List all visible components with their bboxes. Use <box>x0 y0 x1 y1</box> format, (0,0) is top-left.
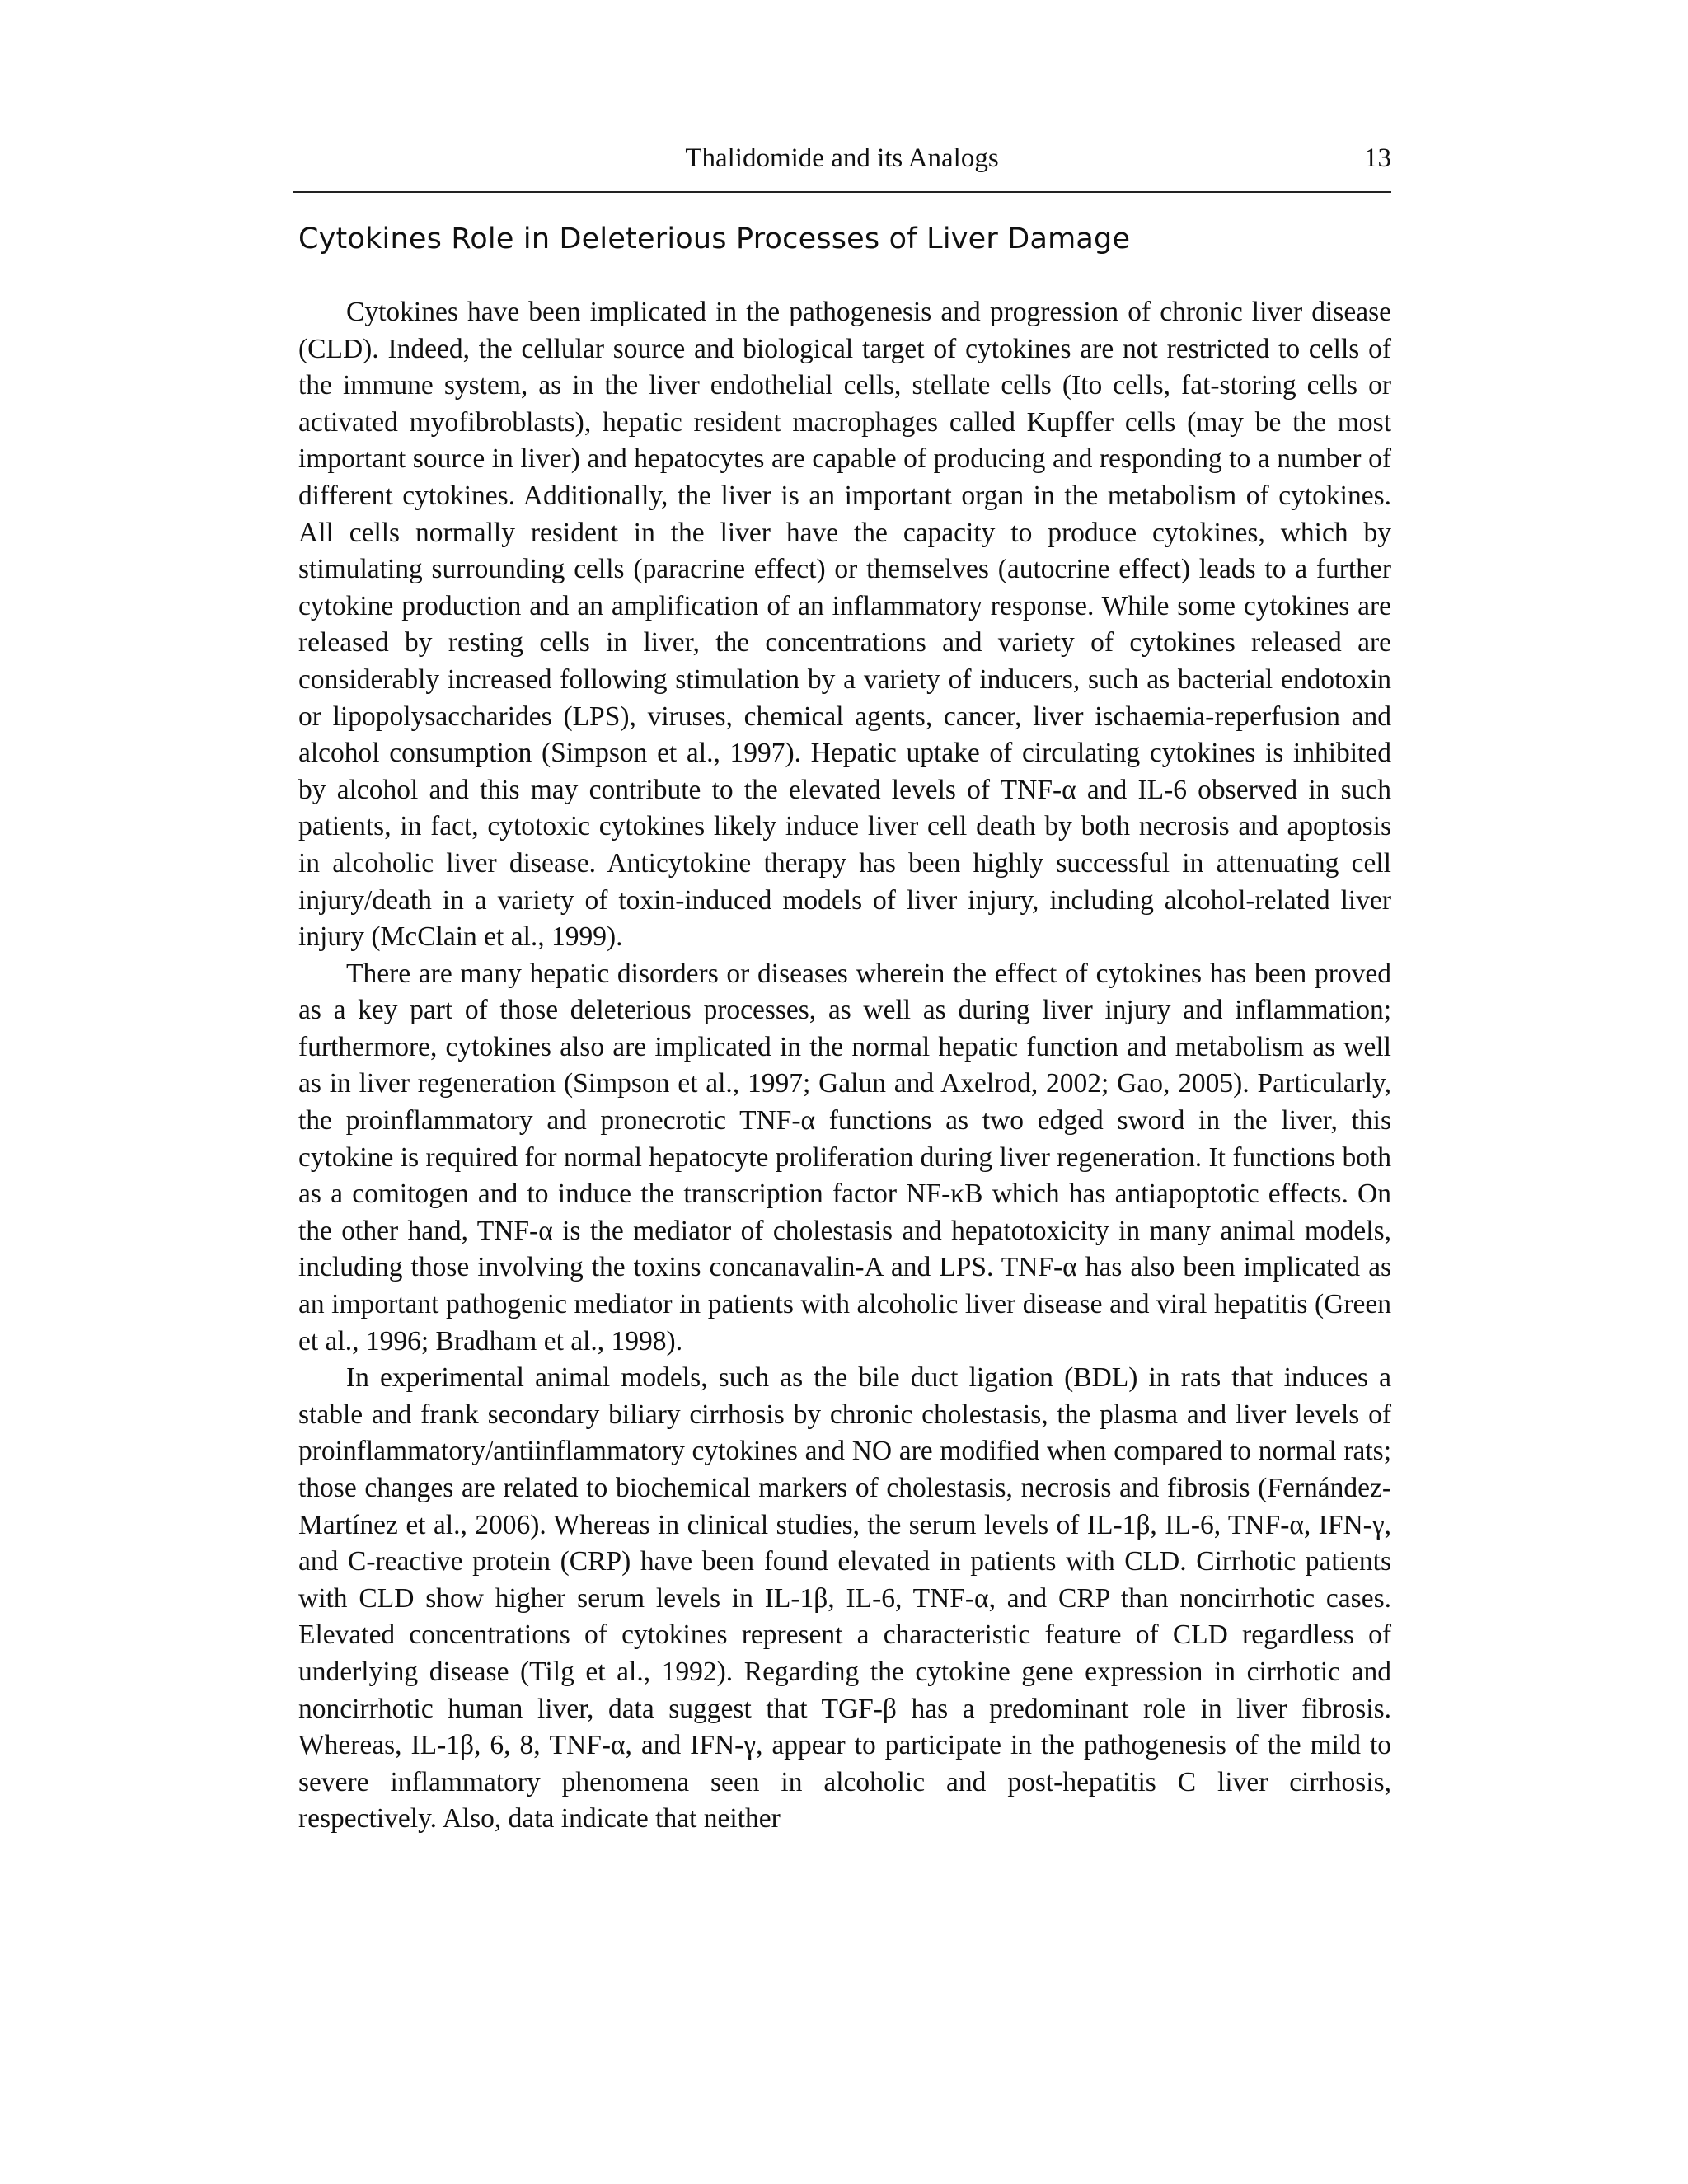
paragraph-2: There are many hepatic disorders or diseases wherein the effect of cytokines has been proved as a key part of those deleterious processes, as well as during liver injury and inflammation; furthermore, cytokines also are implicated in the normal hepatic function and metabolism as well as in liver regeneration (Simpson et al., 1997; Galun and Axelrod, 2002; Gao, 2005). Particularly, the proinflammatory and pronecrotic TNF-α functions as two edged sword in the liver, this cytokine is required for normal hepatocyte proliferation during liver regeneration. It functions both as a comitogen and to induce the transcription factor NF-κB which has antiapoptotic effects. On the other hand, TNF-α is the mediator of cholestasis and hepatotoxicity in many animal models, including those involving the toxins concanavalin-A and LPS. TNF-α has also been implicated as an important pathogenic mediator in patients with alcoholic liver disease and viral hepatitis (Green et al., 1996; Bradham et al., 1998). <box>298 958 1391 1357</box>
paragraph-1: Cytokines have been implicated in the pathogenesis and progression of chronic liver disease (CLD). Indeed, the cellular source and biological target of cytokines are not restricted to cells of the immune system, as in the liver endothelial cells, stellate cells (Ito cells, fat-storing cells or activated myofibroblasts), hepatic resident macrophages called Kupffer cells (may be the most important source in liver) and hepatocytes are capable of producing and responding to a number of different cytokines. Additionally, the liver is an important organ in the metabolism of cytokines. All cells normally resident in the liver have the capacity to produce cytokines, which by stimulating surrounding cells (paracrine effect) or themselves (autocrine effect) leads to a further cytokine production and an amplification of an inflammatory response. While some cytokines are released by resting cells in liver, the concentrations and variety of cytokines released are considerably increased following stimulation by a variety of inducers, such as bacterial endotoxin or lipopolysaccharides (LPS), viruses, chemical agents, cancer, liver ischaemia-reperfusion and alcohol consumption (Simpson et al., 1997). Hepatic uptake of circulating cytokines is inhibited by alcohol and this may contribute to the elevated levels of TNF-α and IL-6 observed in such patients, in fact, cytotoxic cytokines likely induce liver cell death by both necrosis and apoptosis in alcoholic liver disease. Anticytokine therapy has been highly successful in attenuating cell injury/death in a variety of toxin-induced models of liver injury, including alcohol-related liver injury (McClain et al., 1999). <box>298 297 1391 953</box>
body-text <box>298 294 1391 1838</box>
paragraph-3: In experimental animal models, such as the bile duct ligation (BDL) in rats that induces a stable and frank secondary biliary cirrhosis by chronic cholestasis, the plasma and liver levels of proinflammatory/antiinflammatory cytokines and NO are modified when compared to normal rats; those changes are related to biochemical markers of cholestasis, necrosis and fibrosis (Fernández-Martínez et al., 2006). Whereas in clinical studies, the serum levels of IL-1β, IL-6, TNF-α, IFN-γ, and C-reactive protein (CRP) have been found elevated in patients with CLD. Cirrhotic patients with CLD show higher serum levels in IL-1β, IL-6, TNF-α, and CRP than noncirrhotic cases. Elevated concentrations of cytokines represent a characteristic feature of CLD regardless of underlying disease (Tilg et al., 1992). Regarding the cytokine gene expression in cirrhotic and noncirrhotic human liver, data suggest that TGF-β has a predominant role in liver fibrosis. Whereas, IL-1β, 6, 8, TNF-α, and IFN-γ, appear to participate in the pathogenesis of the mild to severe inflammatory phenomena seen in alcoholic and post-hepatitis C liver cirrhosis, respectively. Also, data indicate that neither <box>298 1362 1391 1835</box>
page-number: 13 <box>1364 143 1391 173</box>
section-heading: Cytokines Role in Deleterious Processes of Liver Damage <box>298 223 1131 255</box>
page-header <box>293 142 1391 193</box>
running-title: Thalidomide and its Analogs <box>685 143 999 173</box>
